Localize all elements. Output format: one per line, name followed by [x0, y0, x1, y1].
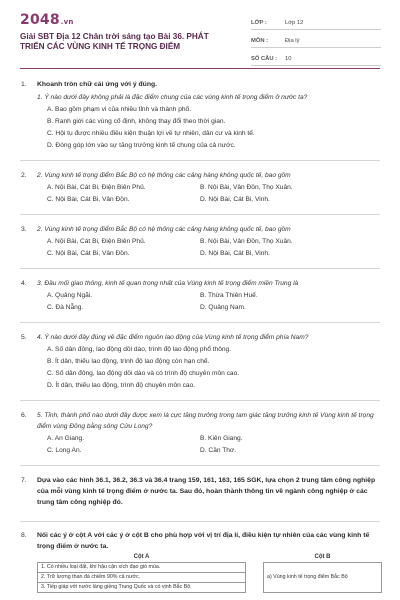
logo-suffix: .vn	[60, 18, 74, 26]
option-c[interactable]: C. Đà Nẵng.	[47, 304, 84, 311]
question-title: Nối các ý ở cột A với các ý ở cột B cho phù hợp với vị trí địa lí, điều kiện tự nhiên của các vùng kinh tế trọng điểm ở nước ta.	[37, 532, 370, 550]
question-text: 3. Đầu mối giao thông, kinh tế quan trọng nhất của Vùng kinh tế trọng điểm miền Trung là	[37, 280, 299, 287]
option-b[interactable]: B. Ranh giới các vùng cố định, không thay đổi theo thời gian.	[47, 118, 226, 125]
meta-value: 10	[285, 56, 292, 62]
option-a[interactable]: A. Bao gồm phạm vi của nhiều tỉnh và thành phố.	[47, 106, 192, 113]
column-b-header: Cột B	[314, 554, 331, 561]
column-gap	[246, 572, 264, 582]
option-b[interactable]: B. Kiên Giang.	[200, 435, 243, 442]
meta-row-class	[251, 12, 381, 30]
table-header-row	[38, 553, 382, 562]
question-divider	[20, 465, 380, 466]
meta-table	[251, 12, 381, 66]
meta-row-subject	[251, 30, 381, 48]
column-a-header: Cột A	[133, 554, 150, 561]
meta-key: LỚP :	[251, 20, 267, 26]
option-b[interactable]: B. Nội Bài, Vân Đồn, Thọ Xuân.	[200, 184, 293, 191]
question-text: 5. Tỉnh, thành phố nào dưới đây được xem là cực tăng trưởng trong tam giác tăng trưởng kinh tế Vùng kinh tế trọng điểm vùng Đồng bằng sông Cửu Long?	[37, 412, 374, 430]
option-a[interactable]: A. Số dân đông, lao động dồi dào, trình độ lao động phổ thông.	[47, 346, 232, 353]
option-d[interactable]: D. Ít dân, thiếu lao động, trình độ chuyên môn cao.	[47, 382, 196, 389]
table-row	[38, 562, 382, 572]
document-title: Giải SBT Địa 12 Chân trời sáng tạo Bài 36. PHÁT TRIỂN CÁC VÙNG KINH TẾ TRỌNG ĐIỂM	[20, 32, 209, 51]
option-b[interactable]: B. Nội Bài, Vân Đồn, Thọ Xuân.	[200, 238, 293, 245]
option-b[interactable]: B. Ít dân, thiếu lao động, trình độ lao động còn hạn chế.	[47, 358, 210, 365]
option-c[interactable]: C. Hội tụ được nhiều điều kiện thuận lợi về tự nhiên, dân cư và kinh tế.	[47, 130, 255, 137]
question-text: 4. Ý nào dưới đây đúng về đặc điểm nguồn lao động của Vùng kinh tế trọng điểm phía Nam?	[37, 334, 309, 341]
option-d[interactable]: D. Nội Bài, Cát Bi, Vinh.	[200, 196, 270, 203]
document-header	[0, 0, 400, 66]
meta-key: SỐ CÂU :	[251, 56, 278, 62]
question-text: 2. Vùng kinh tế trọng điểm Bắc Bộ có hệ thống các cảng hàng không quốc tế, bao gồm	[37, 226, 291, 233]
option-a[interactable]: A. Nội Bài, Cát Bi, Điện Biên Phủ.	[47, 184, 146, 191]
column-a-cell[interactable]: 3. Tiếp giáp với nước láng giềng Trung Quốc và có vịnh Bắc Bộ.	[38, 582, 246, 592]
option-c[interactable]: C. Nội Bài, Cát Bi, Vân Đồn.	[47, 250, 130, 257]
question-number: 3.	[21, 226, 27, 233]
option-a[interactable]: A. Quảng Ngãi.	[47, 292, 93, 299]
question-number: 6.	[21, 412, 27, 419]
column-a-cell[interactable]: 1. Có nhiều loại đất, khí hậu cận xích đạo gió mùa.	[38, 562, 246, 572]
question-divider	[20, 400, 380, 401]
question-number: 8.	[21, 532, 27, 539]
question-text: 2. Vùng kinh tế trọng điểm Bắc Bộ có hệ thống các cảng hàng không quốc tế, bao gồm	[37, 172, 291, 179]
question-divider	[20, 521, 380, 522]
question-divider	[20, 160, 380, 161]
option-d[interactable]: D. Cần Thơ.	[200, 447, 237, 454]
column-gap	[246, 562, 264, 572]
option-d[interactable]: D. Nội Bài, Cát Bi, Vinh.	[200, 250, 270, 257]
site-logo[interactable]	[20, 12, 74, 28]
logo-text: 2048	[20, 12, 60, 28]
question-number: 5.	[21, 334, 27, 341]
option-c[interactable]: C. Nội Bài, Cát Bi, Vân Đồn.	[47, 196, 130, 203]
option-d[interactable]: D. Đóng góp lớn vào sự tăng trưởng kinh tế chung của cả nước.	[47, 142, 236, 149]
meta-value: Địa lý	[285, 38, 300, 44]
matching-table	[37, 553, 382, 593]
question-title: Dựa vào các hình 36.1, 36.2, 36.3 và 36.4 trang 159, 161, 163, 165 SGK, lựa chọn 2 trung tâm công nghiệp của mỗi vùng kinh tế trọng điểm ở nước ta. Sau đó, hoàn thành thông tin về ngành công nghiệp ở các trung tâm công nghiệp đó.	[37, 477, 376, 506]
meta-row-count	[251, 48, 381, 66]
column-gap	[246, 582, 264, 592]
question-divider	[20, 322, 380, 323]
option-a[interactable]: A. Nội Bài, Cát Bi, Điện Biên Phủ.	[47, 238, 146, 245]
column-gap	[246, 553, 264, 562]
question-divider	[20, 214, 380, 215]
header-divider	[20, 68, 380, 69]
question-title: Khoanh tròn chữ cái ứng với ý đúng.	[37, 81, 158, 88]
option-c[interactable]: C. Số dân đông, lao động dồi dào và có trình độ chuyên môn cao.	[47, 370, 240, 377]
question-divider	[20, 268, 380, 269]
option-c[interactable]: C. Long An.	[47, 447, 82, 454]
question-number: 4.	[21, 280, 27, 287]
question-number: 7.	[21, 477, 27, 484]
column-a-cell[interactable]: 2. Trữ lượng than đá chiếm 90% cả nước.	[38, 572, 246, 582]
meta-value: Lớp 12	[285, 20, 304, 26]
option-b[interactable]: B. Thừa Thiên Huế.	[200, 292, 258, 299]
meta-key: MÔN :	[251, 38, 269, 44]
question-number: 2.	[21, 172, 27, 179]
option-d[interactable]: D. Quảng Nam.	[200, 304, 246, 311]
question-number: 1.	[21, 81, 27, 88]
question-text: 1. Ý nào dưới đây không phải là đặc điểm chung của các vùng kinh tế trọng điểm ở nước ta?	[37, 94, 308, 101]
column-b-cell[interactable]: a) Vùng kinh tế trọng điểm Bắc Bộ	[264, 562, 382, 592]
option-a[interactable]: A. An Giang.	[47, 435, 85, 442]
